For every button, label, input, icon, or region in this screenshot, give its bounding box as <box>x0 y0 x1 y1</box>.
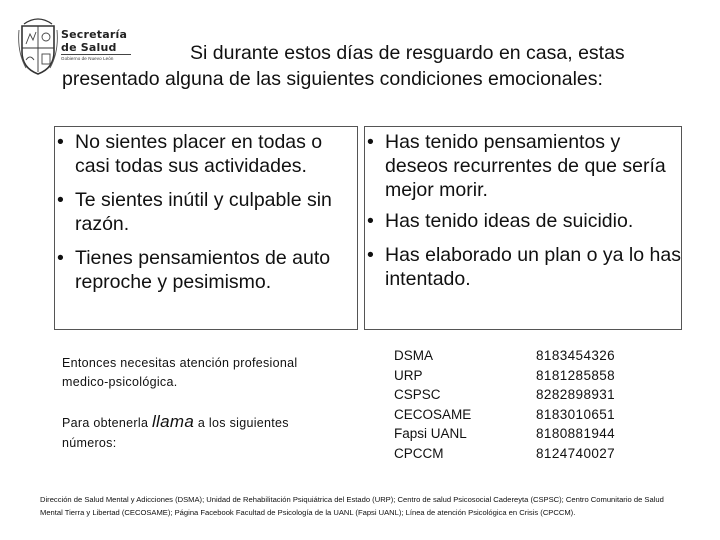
condition-item <box>55 188 357 236</box>
condition-text: Has tenido pensamientos y deseos recurrentes de que sería mejor morir. <box>385 131 666 201</box>
condition-text: Has elaborado un plan o ya lo has intentado. <box>385 244 681 290</box>
conditions-list-left <box>55 130 357 294</box>
contact-number: 8282898931 <box>536 387 616 402</box>
conditions-box-left <box>54 126 358 330</box>
call-instruction <box>62 412 342 453</box>
contact-number: 8183454326 <box>536 348 616 363</box>
contact-row <box>394 424 694 444</box>
bullet-icon: • <box>57 189 64 211</box>
contact-name: CPCCM <box>394 445 444 461</box>
attention-message: Entonces necesitas atención profesional medico-psicológica. <box>62 356 298 389</box>
page-title <box>62 40 682 92</box>
condition-item <box>365 130 681 202</box>
condition-item <box>365 209 681 233</box>
contact-row <box>394 444 694 464</box>
condition-text: Te sientes inútil y culpable sin razón. <box>75 189 332 235</box>
condition-item <box>55 246 357 294</box>
page-title-line2: presentado alguna de las siguientes condiciones emocionales: <box>62 68 603 90</box>
conditions-box-right <box>364 126 682 330</box>
contact-name: DSMA <box>394 348 434 363</box>
contact-row <box>394 405 694 425</box>
bullet-icon: • <box>367 210 374 232</box>
condition-text: Has tenido ideas de suicidio. <box>385 210 634 232</box>
condition-text: No sientes placer en todas o casi todas sus actividades. <box>75 131 323 177</box>
page-title-line1: Si durante estos días de resguardo en casa, estas <box>190 42 625 64</box>
bullet-icon: • <box>57 131 64 153</box>
conditions-list-right <box>365 130 681 291</box>
contact-number: 8183010651 <box>536 406 616 422</box>
contact-name: CECOSAME <box>394 406 472 422</box>
call-prefix: Para obtenerla <box>62 416 149 430</box>
call-suffix: a los siguientes números: <box>62 416 289 450</box>
contact-row <box>394 366 694 386</box>
contact-name: CSPSC <box>394 387 441 402</box>
contact-number: 8180881944 <box>536 426 616 441</box>
contact-name: URP <box>394 367 423 383</box>
logo-subtitle: Gobierno de Nuevo León <box>61 56 114 61</box>
logo-text-line1: Secretaría <box>61 28 128 41</box>
condition-item <box>365 243 681 291</box>
logo-text-line2: de Salud <box>61 41 117 54</box>
bullet-icon: • <box>57 247 64 269</box>
coat-of-arms-icon <box>18 16 58 76</box>
bullet-icon: • <box>367 131 374 153</box>
contact-number: 8181285858 <box>536 367 616 383</box>
contact-list <box>394 346 694 463</box>
contact-row <box>394 346 694 366</box>
condition-text: Tienes pensamientos de auto reproche y pesimismo. <box>75 247 331 293</box>
call-word: llama <box>151 412 195 431</box>
footnote-abbreviations: Dirección de Salud Mental y Adicciones (DSMA); Unidad de Rehabilitación Psiquiátrica del Estado (URP); Centro de salud Psicosocial Cadereyta (CSPSC); Centro Comunitario de Salud Mental Tierra y Libertad (CECOSAME); Página Facebook Facultad de Psicología de la UANL (Fapsi UANL); Línea de atención Psicológica en Crisis (CPCCM). <box>40 495 664 517</box>
contact-row <box>394 385 694 405</box>
condition-item <box>55 130 357 178</box>
contact-number: 8124740027 <box>536 445 616 461</box>
bullet-icon: • <box>367 244 374 266</box>
contact-name: Fapsi UANL <box>394 426 467 441</box>
